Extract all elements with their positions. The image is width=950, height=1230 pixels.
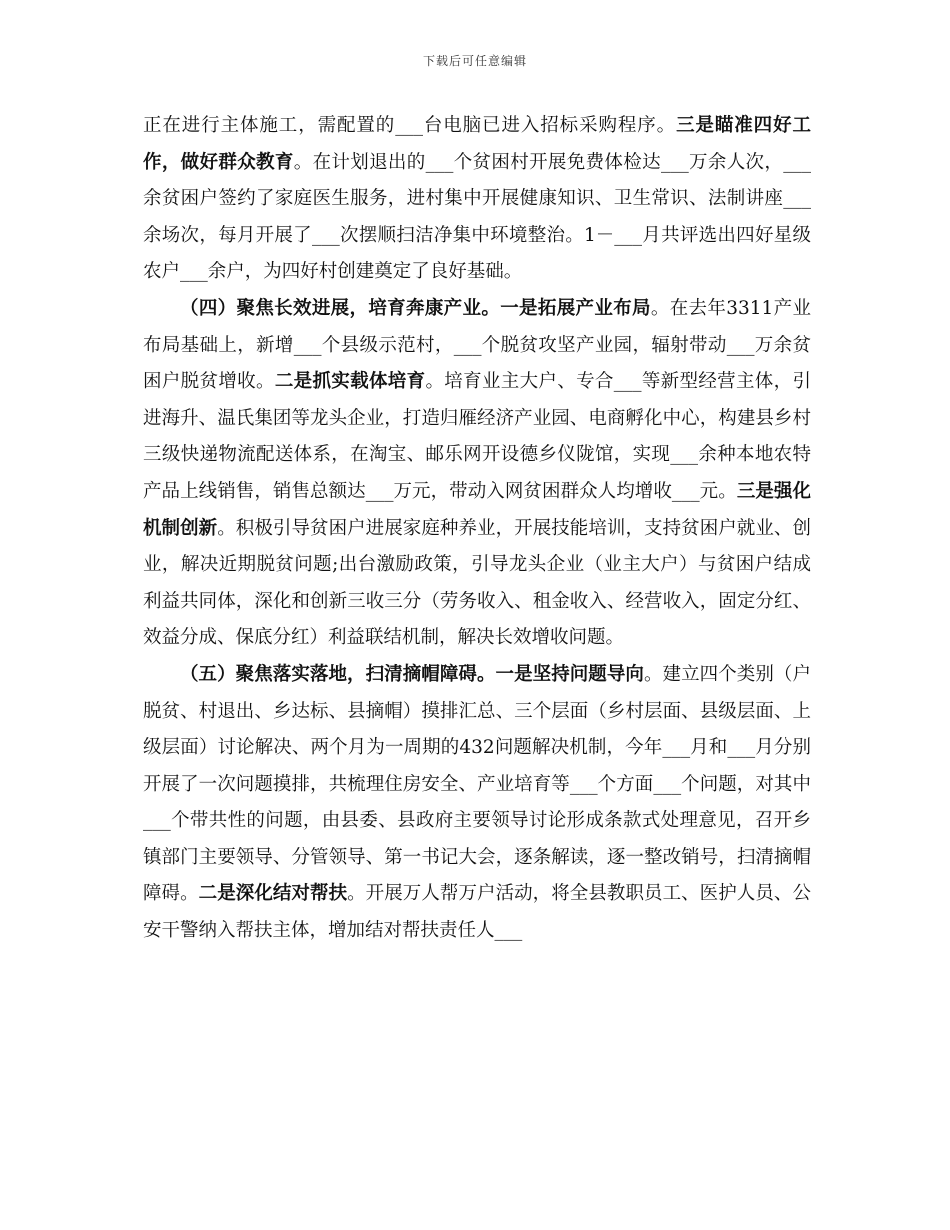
text-run: 。培育业主大户、专合___等新型经营主体，引进海升、温氏集团等龙头企业，打造归雁经济产业园、电商孵化中心，构建县乡村三级快递物流配送体系，在淘宝、邮乐网开设德乡仪陇馆，实现___余种本地农特产品上线销售，销售总额达___万元，带动入网贫困群众人均增收___元。 <box>143 371 811 502</box>
bold-run: 一是坚持问题导向 <box>495 663 644 685</box>
paragraph-1 <box>143 108 811 291</box>
page-header: 下载后可任意编辑 <box>422 54 527 68</box>
paragraph-2 <box>143 291 811 657</box>
bold-run: 三是瞄准四好工作，做好群众教育 <box>143 115 811 173</box>
text-run: 。开展万人帮万户活动，将全县教职员工、医护人员、公安干警纳入帮扶主体，增加结对帮扶责任人___ <box>143 883 811 942</box>
text-run: 。建立四个类别（户脱贫、村退出、乡达标、县摘帽）摸排汇总、三个层面（乡村层面、县级层面、上级层面）讨论解决、两个月为一周期的432问题解决机制，今年___月和___月分别开展了一次问题摸排，共梳理住房安全、产业培育等___个方面___个问题，对其中___个带共性的问题，由县委、县政府主要领导讨论形成条款式处理意见，召开乡镇部门主要领导、分管领导、第一书记大会，逐条解读，逐一整改销号，扫清摘帽障碍。 <box>143 663 811 905</box>
bold-run: 一是拓展产业布局 <box>500 297 651 319</box>
text-run: 。在去年3311产业布局基础上，新增___个县级示范村，___个脱贫攻坚产业园，辐射带动___万余贫困户脱贫增收。 <box>143 297 811 393</box>
section-heading-5: （五）聚焦落实落地，扫清摘帽障碍。 <box>180 663 496 685</box>
text-run: 。积极引导贫困户进展家庭种养业，开展技能培训，支持贫困户就业、创业，解决近期脱贫问题;出台激励政策，引导龙头企业（业主大户）与贫困户结成利益共同体，深化和创新三收三分（劳务收入、租金收入、经营收入，固定分红、效益分成、保底分红）利益联结机制，解决长效增收问题。 <box>143 517 811 649</box>
text-run: 正在进行主体施工，需配置的___台电脑已进入招标采购程序。 <box>143 115 677 136</box>
bold-run: 三是强化机制创新 <box>143 480 811 539</box>
text-run: 。在计划退出的___个贫困村开展免费体检达___万余人次，___余贫困户签约了家庭医生服务，进村集中开展健康知识、卫生常识、法制讲座___余场次，每月开展了___次摆顺扫洁净集中环境整治。1－___月共评选出四好星级农户___余户，为四好村创建奠定了良好基础。 <box>143 151 811 283</box>
bold-run: 二是抓实载体培育 <box>274 371 426 393</box>
bold-run: 二是深化结对帮扶 <box>198 883 348 905</box>
section-heading-4: （四）聚焦长效进展，培育奔康产业。 <box>180 297 501 319</box>
paragraph-3 <box>143 657 811 950</box>
document-body <box>143 108 811 950</box>
